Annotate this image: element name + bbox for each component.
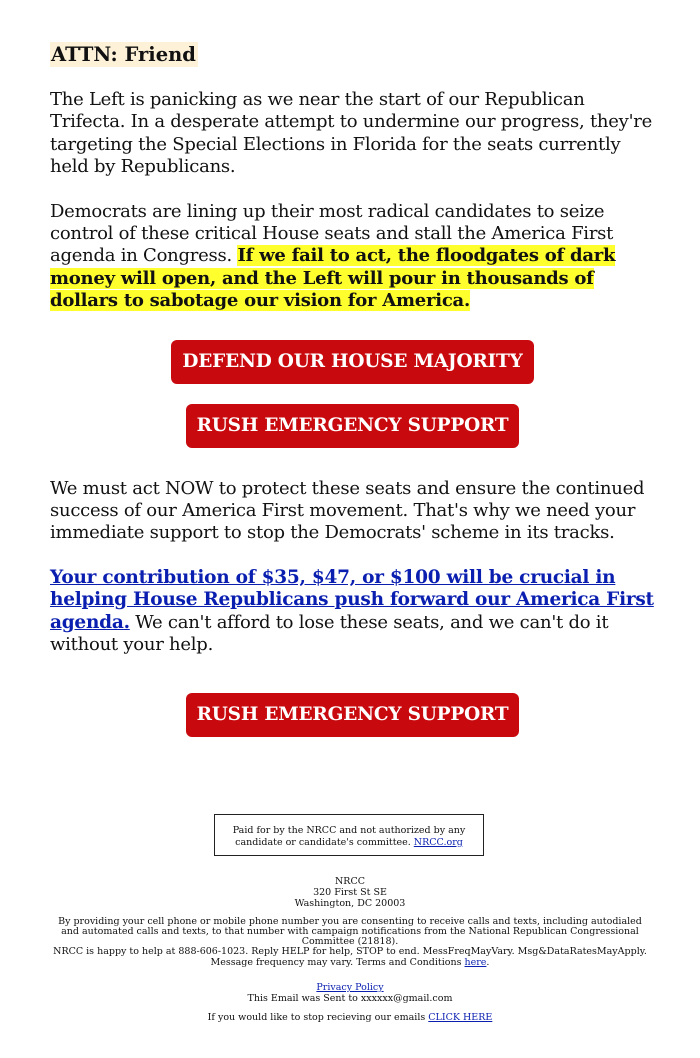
highlighted-warning: If we fail to act, the floodgates of dark money will open, and the Left will pour in thousands of dollars to sabotage our vision for America. [50, 245, 616, 312]
attn-greeting: ATTN: Friend [51, 43, 196, 66]
org-street: 320 First St SE [313, 887, 387, 898]
terms-here-link[interactable]: here [464, 956, 487, 968]
sms-help-text [48, 947, 652, 968]
unsubscribe-text: If you would like to stop recieving our emails [207, 1012, 429, 1023]
defend-house-majority-button[interactable]: DEFEND OUR HOUSE MAJORITY [171, 340, 533, 384]
paragraph-contribution [50, 567, 655, 657]
help-text-end: . [486, 956, 490, 968]
rush-emergency-support-button-1[interactable]: RUSH EMERGENCY SUPPORT [186, 404, 520, 448]
nrcc-org-link[interactable]: NRCC.org [413, 836, 463, 848]
sent-to-text: This Email was Sent to xxxxxx@gmail.com [247, 993, 453, 1004]
help-text: NRCC is happy to help at 888-606-1023. Reply HELP for help, STOP to end. MessFreqMayVary. Msg&DataRatesMayApply. Message frequency may vary. Terms and Conditions [53, 946, 647, 968]
rush-emergency-support-button-2[interactable]: RUSH EMERGENCY SUPPORT [186, 693, 520, 737]
paid-for-disclaimer [214, 814, 484, 856]
paragraph-intro: The Left is panicking as we near the start of our Republican Trifecta. In a desperate attempt to undermine our progress, they're targeting the Special Elections in Florida for the seats currently held by Republicans. [50, 89, 653, 178]
paragraph-contribution-text: We can't afford to lose these seats, and we can't do it without your help. [50, 611, 609, 656]
org-address [0, 876, 700, 909]
paragraph-democrats [50, 201, 655, 313]
org-city: Washington, DC 20003 [294, 898, 406, 909]
disclaimer-text: Paid for by the NRCC and not authorized by any candidate or candidate's committee. [232, 825, 466, 848]
org-name: NRCC [334, 876, 365, 887]
defend-button-row [50, 340, 655, 384]
privacy-block [0, 982, 700, 1004]
paragraph-act-now: We must act NOW to protect these seats and ensure the continued success of our America First movement. That's why we need your immediate support to stop the Democrats' scheme in its tracks. [50, 477, 645, 544]
rush-button-row-2 [50, 693, 655, 737]
unsubscribe-line [0, 1012, 700, 1023]
email-body [50, 40, 655, 737]
sms-consent-text: By providing your cell phone or mobile phone number you are consenting to receive calls and texts, including autodialed and automated calls and texts, to that number with campaign notifications from the National Republican Congressional Committee (21818). [58, 916, 642, 947]
privacy-policy-link[interactable]: Privacy Policy [316, 982, 384, 993]
paragraph-democrats-text: Democrats are lining up their most radical candidates to seize control of these critical House seats and stall the America First agenda in Congress. [50, 200, 614, 267]
unsubscribe-link[interactable]: CLICK HERE [428, 1012, 493, 1023]
contribution-link[interactable]: Your contribution of $35, $47, or $100 will be crucial in helping House Republicans push forward our America First agenda. [50, 566, 654, 633]
rush-button-row-1 [50, 404, 655, 448]
